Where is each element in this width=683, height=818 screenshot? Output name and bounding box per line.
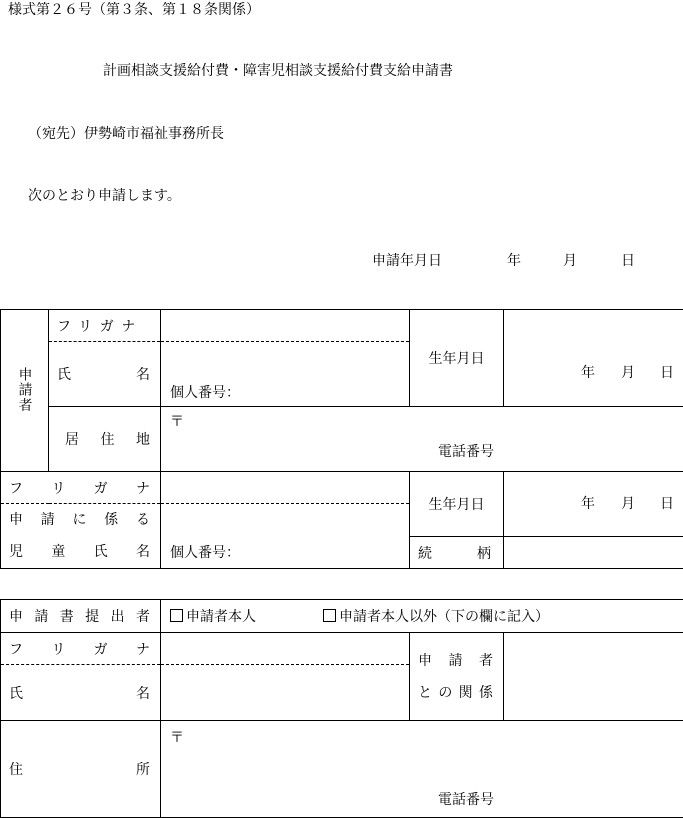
label-text: 生年月日 <box>410 348 503 368</box>
child-furigana-input[interactable] <box>161 472 410 504</box>
intro-text: 次のとおり申請します。 <box>28 189 181 203</box>
applicant-address-input[interactable] <box>161 407 683 472</box>
relation-line1: 申 請 者 <box>418 645 493 677</box>
option-other-label: 申請者本人以外（下の欄に記入） <box>339 609 549 625</box>
child-personal-number-label: 個人番号： <box>170 546 240 560</box>
date-month: 月 <box>563 254 577 268</box>
applicant-section-label <box>1 310 49 472</box>
submitter-address-input[interactable] <box>161 721 683 818</box>
option-self[interactable] <box>170 609 256 624</box>
bd-day: 日 <box>660 366 674 380</box>
label-text: 居 <box>65 429 79 449</box>
label-text: 氏 <box>57 364 71 384</box>
submitter-furigana-input[interactable] <box>161 633 410 665</box>
label-text: フ <box>9 478 23 498</box>
label-text: ガ <box>94 478 108 498</box>
form-title: 計画相談支援給付費・障害児相談支援給付費支給申請書 <box>103 64 453 78</box>
submitter-phone-label: 電話番号 <box>438 793 494 807</box>
applicant-postal-mark: 〒 <box>170 415 184 429</box>
label-text: リ <box>51 478 65 498</box>
submitter-label: 申 請 書 提 出 者 <box>1 600 161 633</box>
applicant-birthdate-label <box>410 310 504 407</box>
child-name-input[interactable] <box>161 504 410 569</box>
submitter-name-input[interactable] <box>161 665 410 721</box>
child-bd-month: 月 <box>621 497 635 511</box>
bd-year: 年 <box>581 366 595 380</box>
date-label: 申請年月日 <box>372 254 442 268</box>
submitter-table <box>0 599 683 818</box>
relation-line2: と の 関 係 <box>418 677 493 709</box>
applicant-table <box>0 309 683 569</box>
checkbox-self[interactable] <box>170 609 183 622</box>
applicant-phone-label: 電話番号 <box>438 445 494 459</box>
child-name-label <box>1 504 161 569</box>
applicant-birthdate-input[interactable] <box>504 310 683 407</box>
child-name-line2: 児 童 氏 名 <box>9 536 150 568</box>
bd-month: 月 <box>621 366 635 380</box>
child-name-line1: 申 請 に 係 る <box>9 504 150 536</box>
option-other[interactable] <box>323 609 549 624</box>
date-year: 年 <box>507 254 521 268</box>
child-birthdate-label <box>410 472 504 537</box>
child-relation-input[interactable] <box>504 537 683 569</box>
label-text: 続 <box>418 543 432 563</box>
submitter-furigana-label: フ リ ガ ナ <box>1 633 161 665</box>
child-birthdate-input[interactable] <box>504 472 683 537</box>
label-text: ナ <box>136 478 150 498</box>
applicant-address-label <box>49 407 161 472</box>
applicant-name-label <box>49 342 161 407</box>
child-bd-day: 日 <box>660 497 674 511</box>
addressee: （宛先）伊勢崎市福祉事務所長 <box>28 127 224 141</box>
checkbox-other[interactable] <box>323 609 336 622</box>
submitter-postal-mark: 〒 <box>170 731 184 745</box>
submitter-relation-input[interactable] <box>504 633 683 721</box>
label-text: フリガナ <box>57 316 143 336</box>
label-text: 住 <box>101 429 115 449</box>
submitter-name-label: 氏 名 <box>1 665 161 721</box>
label-text: 生年月日 <box>410 494 503 514</box>
applicant-furigana-label <box>49 310 161 342</box>
submitter-address-label: 住 所 <box>1 721 161 818</box>
date-day: 日 <box>621 254 635 268</box>
child-furigana-label <box>1 472 161 504</box>
applicant-name-input[interactable] <box>161 342 410 407</box>
label-text: 地 <box>136 429 150 449</box>
applicant-label: 申請者 <box>16 367 32 413</box>
form-number: 様式第２６号（第３条、第１８条関係） <box>8 3 260 17</box>
submitter-relation-label <box>410 633 504 721</box>
applicant-furigana-input[interactable] <box>161 310 410 342</box>
submitter-options <box>161 600 683 633</box>
option-self-label: 申請者本人 <box>186 609 256 625</box>
label-text: 柄 <box>477 543 491 563</box>
label-text: 名 <box>136 364 150 384</box>
child-relation-label <box>410 537 504 569</box>
child-bd-year: 年 <box>581 497 595 511</box>
applicant-personal-number-label: 個人番号： <box>170 386 240 400</box>
